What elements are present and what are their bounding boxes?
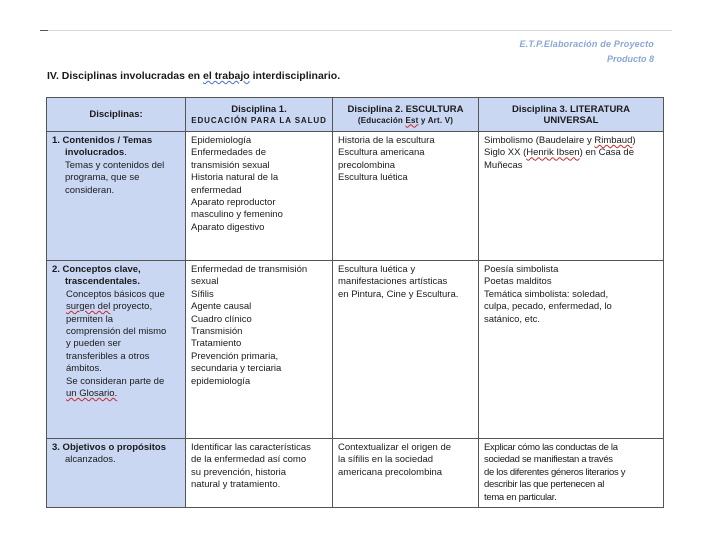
cell-line: precolombina [338,159,396,171]
cell-line: Historia de la escultura [338,135,435,146]
cell-line: Explicar cómo las conductas de la [484,442,618,453]
header-disciplina-1-sub: EDUCACIÓN PARA LA SALUD [191,115,327,125]
cell-line: Agente causal [191,301,252,313]
cell-line: Poetas malditos [484,276,552,288]
cell-line: sociedad se manifiestan a través [484,454,613,466]
cell-line: natural y tratamiento. [191,479,281,491]
cell-line: de la enfermedad así como [191,454,307,466]
cell-line: Contextualizar el origen de [338,442,452,453]
cell-line: Escultura luética y [338,264,416,275]
cell-line: permiten la [66,313,113,325]
cell-line: transferibles a otros [66,350,150,362]
cell-line: transmisión sexual [191,159,270,171]
cell-line: secundaria y terciaria [191,363,282,375]
row2-disciplina-1 [186,261,333,439]
cell-line: satánico, etc. [484,313,540,325]
header-disciplinas: Disciplinas: [47,98,186,132]
cell-line: Historia natural de la [191,172,279,184]
cell-line: sexual [191,276,219,288]
header-disciplina-1: Disciplina 1. EDUCACIÓN PARA LA SALUD [186,98,333,132]
cell-line: programa, que se [65,172,140,184]
row1-label: 1. Contenidos / Temas involucrados. Temas y contenidos del programa, que se consideran. [47,132,186,261]
cell-line: su prevención, historia [191,466,287,478]
cell-line: enfermedad [191,184,242,196]
header-tick [40,30,48,31]
row3-disciplina-2 [333,439,479,508]
row2-label: 2. Conceptos clave, trascendentales. Conceptos básicos que surgen del proyecto, permiten la comprensión del mismo y pueden ser transferibles a otros ámbitos. Se consideran parte de un Glosario. [47,261,186,439]
cell-line: comprensión del mismo [66,326,167,338]
table-row-objetivos [47,439,664,508]
row3-label: 3. Objetivos o propósitos alcanzados. [47,439,186,508]
cell-line: epidemiología [191,375,251,387]
cell-line: describir las que pertenecen al [484,479,605,491]
section-suffix: interdisciplinario. [249,70,341,82]
cell-line: Temas y contenidos del [65,159,165,171]
cell-line: Sífilis [191,288,214,300]
table-header-row [47,98,664,132]
row1-desc [52,160,180,197]
cell-line: Prevención primaria, [191,350,279,362]
cell-line: Tratamiento [191,338,242,350]
cell-line: Escultura americana [338,147,425,159]
cell-line: Epidemiología [191,135,252,146]
cell-line: masculino y femenino [191,209,283,221]
row2-disciplina-3 [479,261,664,439]
cell-line: de los diferentes géneros literarios y [484,466,626,478]
header-disciplina-2-sub: (Educación Est y Art. V) [357,115,454,125]
cell-line: y pueden ser [66,338,121,350]
row3-disciplina-3 [479,439,664,508]
cell-line: manifestaciones artísticas [338,276,448,288]
cell-line: Enfermedades de [191,147,266,159]
row2-disciplina-2 [333,261,479,439]
header-project: E.T.P.Elaboración de Proyecto [519,39,654,49]
header-disciplina-2: Disciplina 2. ESCULTURA (Educación Est y Art. V) [333,98,479,132]
section-link: el trabajo [203,70,250,82]
cell-line: Temática simbolista: soledad, [484,288,609,300]
header-product: Producto 8 [606,54,654,64]
cell-line: Enfermedad de transmisión [191,264,308,275]
page-top-rule [40,30,672,31]
cell-line: Escultura luética [338,172,408,184]
cell-line: Identificar las características [191,442,311,453]
cell-line: Poesía simbolista [484,264,559,275]
section-prefix: IV. Disciplinas involucradas en [47,70,204,82]
row3-disciplina-1 [186,439,333,508]
section-title [47,70,340,82]
cell-line: consideran. [65,184,115,196]
cell-line: la sífilis en la sociedad [338,454,434,466]
cell-line: americana precolombina [338,466,443,478]
cell-line: en Pintura, Cine y Escultura. [338,288,459,300]
row1-disciplina-3: Simbolismo (Baudelaire y Rimbaud) Siglo XX (Henrik Ibsen) en Casa de Muñecas [479,132,664,261]
cell-line: culpa, pecado, enfermedad, lo [484,301,612,313]
disciplines-table [46,97,664,508]
header-disciplina-3: Disciplina 3. LITERATURA UNIVERSAL [479,98,664,132]
cell-line: ámbitos. [66,363,102,375]
cell-line: tema en particular. [484,491,557,503]
cell-line: Aparato digestivo [191,221,265,233]
cell-line: Aparato reproductor [191,197,276,209]
cell-line: Transmisión [191,326,243,338]
table-row-contenidos [47,132,664,261]
table-row-conceptos [47,261,664,439]
cell-line: Cuadro clínico [191,313,252,325]
row1-disciplina-2 [333,132,479,261]
row1-disciplina-1 [186,132,333,261]
